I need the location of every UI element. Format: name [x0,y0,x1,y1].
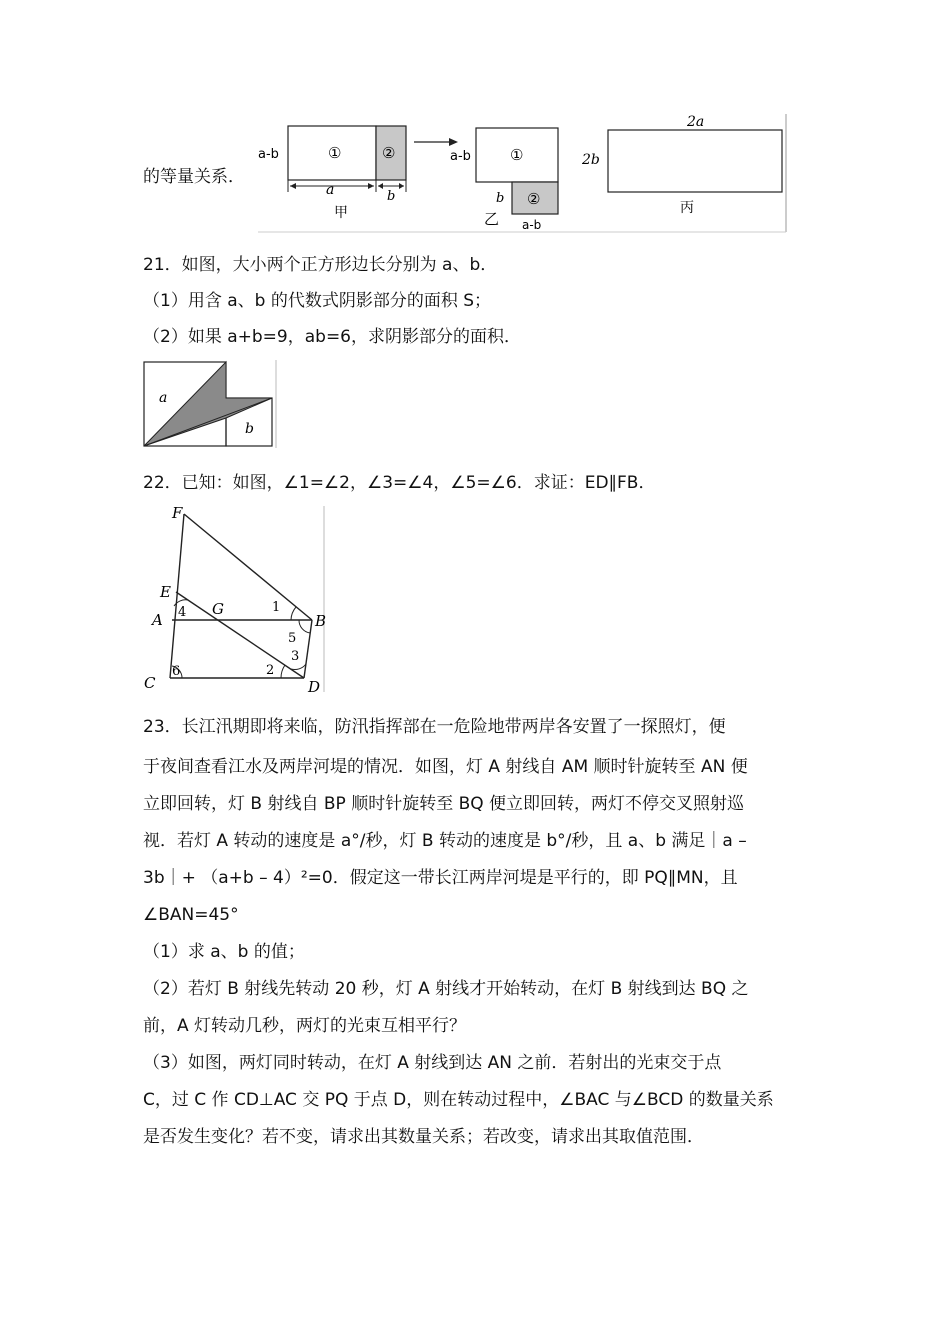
q22-angle-6: 6 [172,664,181,679]
q23-line-4: 视．若灯 A 转动的速度是 a°/秒，灯 B 转动的速度是 b°/秒，且 a、b 满足｜a – [143,831,747,851]
yi-caption: 乙 [484,210,500,228]
q23-line-1: 23．长江汛期即将来临，防汛指挥部在一危险地带两岸各安置了一探照灯，便 [143,717,726,737]
q21-label-b: b [245,421,254,437]
jia-caption: 甲 [334,205,348,221]
bing-side-label: 2b [582,152,600,168]
jia-width-a: a [326,182,335,198]
q21-title: 21．如图，大小两个正方形边长分别为 a、b． [143,255,498,275]
q22-point-B: B [315,612,327,630]
q23-line-2: 于夜间查看江水及两岸河堤的情况．如图，灯 A 射线自 AM 顺时针旋转至 AN 便 [143,757,748,777]
yi-side-b: b [496,191,505,206]
figure-yi [450,128,558,232]
figure-bing [581,114,782,216]
jia-region1: ① [328,144,342,162]
q22-point-A: A [152,611,163,629]
q20-tail-text: 的等量关系． [143,167,245,187]
q20-figure [250,112,790,236]
q22-point-E: E [160,583,171,601]
yi-bottom-label: a-b [522,218,542,232]
q23-part2-line2: 前，A 灯转动几秒，两灯的光束互相平行？ [143,1016,467,1036]
q22-angle-4: 4 [178,605,187,620]
q23-part3-line3: 是否发生变化？若不变，请求出其数量关系；若改变，请求出其取值范围． [143,1127,704,1147]
q22-point-G: G [212,600,224,618]
yi-side-label: a-b [450,149,471,164]
q22-point-D: D [308,678,321,696]
bing-caption: 丙 [680,200,694,216]
jia-width-b: b [387,189,396,204]
q23-part3-line1: （3）如图，两灯同时转动，在灯 A 射线到达 AN 之前．若射出的光束交于点 [143,1053,722,1073]
q21-figure [140,358,282,450]
q21-part2: （2）如果 a+b=9，ab=6，求阴影部分的面积． [143,327,522,347]
q21-label-a: a [159,390,168,406]
q23-part1: （1）求 a、b 的值； [143,942,305,962]
q22-figure [140,502,330,696]
q22-angle-2: 2 [266,663,275,678]
q23-line-3: 立即回转，灯 B 射线自 BP 顺时针旋转至 BQ 便立即回转，两灯不停交叉照射巡 [143,794,745,814]
q22-point-C: C [144,674,156,692]
yi-region2: ② [527,190,541,208]
q23-line-5: 3b｜+ （a+b – 4）²=0．假定这一带长江两岸河堤是平行的，即 PQ∥MN，且 [143,868,738,888]
figure-jia [258,126,406,221]
jia-side-label: a-b [258,147,279,162]
q22-angle-5: 5 [288,631,297,646]
q22-point-F: F [172,504,183,522]
q23-part3-line2: C，过 C 作 CD⊥AC 交 PQ 于点 D，则在转动过程中，∠BAC 与∠BCD 的数量关系 [143,1090,774,1110]
q22-title: 22．已知：如图，∠1=∠2，∠3=∠4，∠5=∠6．求证：ED∥FB． [143,473,656,493]
q23-line-6: ∠BAN=45° [143,905,239,925]
q21-part1: （1）用含 a、b 的代数式阴影部分的面积 S； [143,291,492,311]
bing-top-label: 2a [687,114,705,130]
jia-region2: ② [382,144,396,162]
yi-region1: ① [510,146,524,164]
q22-angle-1: 1 [272,600,281,615]
q22-angle-3: 3 [291,649,300,664]
q23-part2-line1: （2）若灯 B 射线先转动 20 秒，灯 A 射线才开始转动，在灯 B 射线到达 BQ 之 [143,979,749,999]
